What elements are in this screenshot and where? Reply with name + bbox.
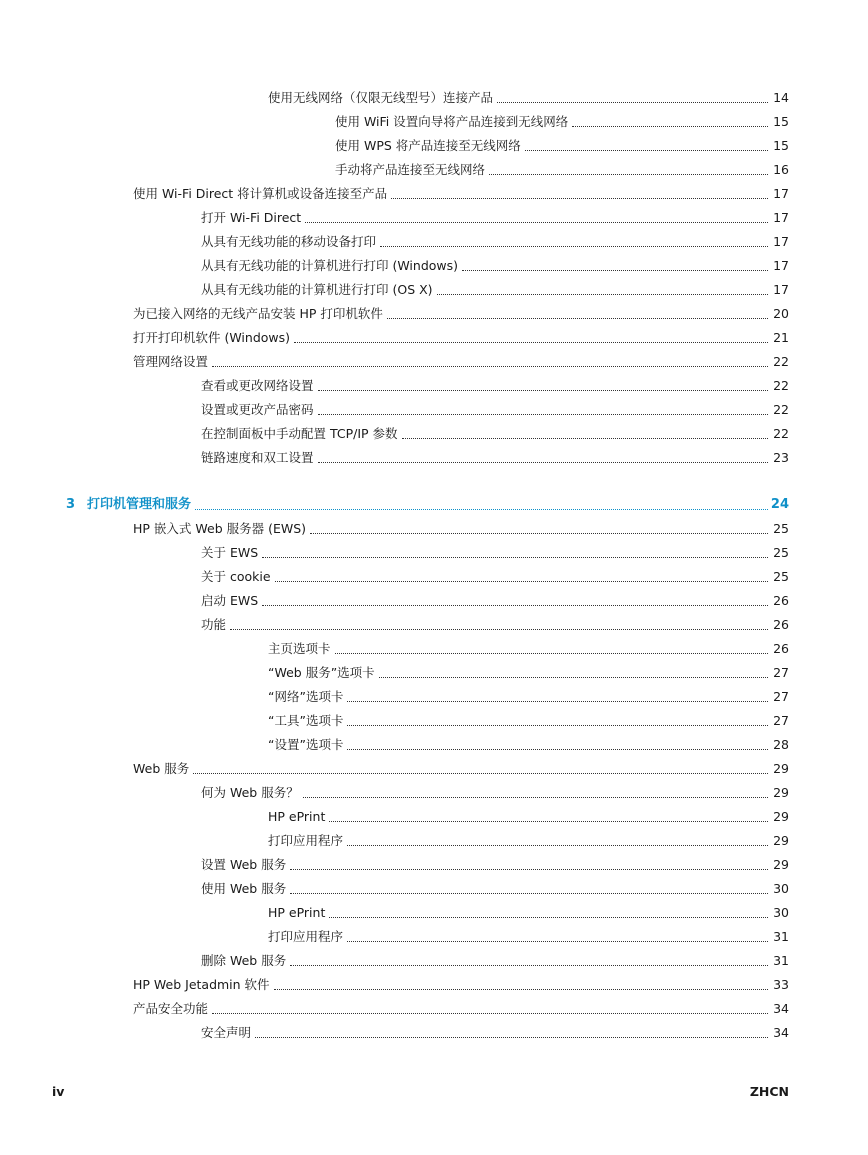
dot-leader bbox=[347, 749, 768, 750]
toc-entry[interactable] bbox=[268, 901, 789, 921]
toc-page-number: 17 bbox=[773, 210, 789, 225]
toc-page-number: 22 bbox=[773, 426, 789, 441]
toc-entry-title: 查看或更改网络设置 bbox=[201, 378, 314, 393]
toc-page-number: 22 bbox=[773, 378, 789, 393]
dot-leader bbox=[347, 941, 768, 942]
toc-page-number: 25 bbox=[773, 545, 789, 560]
toc-entry-title: Web 服务 bbox=[133, 761, 190, 776]
toc-entry-title: HP ePrint bbox=[268, 905, 326, 920]
toc-entry-title: 从具有无线功能的移动设备打印 bbox=[201, 234, 377, 249]
toc-page-number: 22 bbox=[773, 354, 789, 369]
toc-entry-title: 打开打印机软件 (Windows) bbox=[133, 330, 291, 345]
toc-entry-title: 打印应用程序 bbox=[268, 833, 344, 848]
dot-leader bbox=[437, 294, 768, 295]
toc-page-number: 17 bbox=[773, 234, 789, 249]
toc-entry[interactable] bbox=[201, 398, 789, 418]
toc-page-number: 27 bbox=[773, 713, 789, 728]
dot-leader bbox=[379, 677, 768, 678]
toc-entry[interactable] bbox=[201, 278, 789, 298]
dot-leader bbox=[347, 725, 768, 726]
toc-entry-title: 从具有无线功能的计算机进行打印 (Windows) bbox=[201, 258, 459, 273]
toc-entry-title: 链路速度和双工设置 bbox=[201, 450, 314, 465]
toc-page-number: 29 bbox=[773, 785, 789, 800]
toc-page-number: 26 bbox=[773, 617, 789, 632]
dot-leader bbox=[318, 462, 768, 463]
toc-page-number: 15 bbox=[773, 114, 789, 129]
toc-entry[interactable] bbox=[201, 230, 789, 250]
toc-entry-title: “Web 服务”选项卡 bbox=[268, 665, 375, 680]
toc-entry-title: 打印应用程序 bbox=[268, 929, 344, 944]
dot-leader bbox=[497, 102, 768, 103]
toc-page-number: 16 bbox=[773, 162, 789, 177]
dot-leader bbox=[255, 1037, 768, 1038]
toc-page-number: 17 bbox=[773, 282, 789, 297]
toc-entry-title: 为已接入网络的无线产品安装 HP 打印机软件 bbox=[133, 306, 383, 321]
dot-leader bbox=[318, 414, 768, 415]
dot-leader bbox=[525, 150, 768, 151]
toc-entry-title: 打印机管理和服务 bbox=[87, 497, 192, 512]
toc-entry[interactable] bbox=[201, 613, 789, 633]
dot-leader bbox=[572, 126, 768, 127]
toc-page-number: 27 bbox=[773, 665, 789, 680]
toc-entry[interactable] bbox=[201, 949, 789, 969]
dot-leader bbox=[290, 869, 768, 870]
toc-entry-title: 手动将产品连接至无线网络 bbox=[335, 162, 486, 177]
toc-entry[interactable] bbox=[268, 637, 789, 657]
toc-entry[interactable] bbox=[201, 541, 789, 561]
dot-leader bbox=[489, 174, 768, 175]
toc-entry[interactable] bbox=[133, 973, 789, 993]
toc-entry-title: 启动 EWS bbox=[201, 593, 259, 608]
toc-page-number: 31 bbox=[773, 953, 789, 968]
toc-page-number: 29 bbox=[773, 761, 789, 776]
toc-entry[interactable] bbox=[201, 781, 789, 801]
dot-leader bbox=[230, 629, 768, 630]
toc-entry-title: 关于 EWS bbox=[201, 545, 259, 560]
toc-entry-title: 使用无线网络（仅限无线型号）连接产品 bbox=[268, 90, 494, 105]
toc-page-number: 14 bbox=[773, 90, 789, 105]
dot-leader bbox=[462, 270, 768, 271]
toc-entry[interactable] bbox=[268, 685, 789, 705]
toc-entry[interactable] bbox=[268, 661, 789, 681]
toc-page-number: 25 bbox=[773, 569, 789, 584]
dot-leader bbox=[347, 845, 768, 846]
toc-entry-title: 从具有无线功能的计算机进行打印 (OS X) bbox=[201, 282, 433, 297]
toc-page-number: 28 bbox=[773, 737, 789, 752]
dot-leader bbox=[290, 965, 768, 966]
toc-entry-title: “设置”选项卡 bbox=[268, 737, 344, 752]
toc-entry-title: 打开 Wi-Fi Direct bbox=[201, 210, 302, 225]
toc-entry[interactable] bbox=[201, 565, 789, 585]
toc-page-number: 22 bbox=[773, 402, 789, 417]
toc-page-number: 15 bbox=[773, 138, 789, 153]
toc-entry[interactable] bbox=[201, 853, 789, 873]
toc-entry[interactable] bbox=[201, 206, 789, 226]
toc-page-number: 31 bbox=[773, 929, 789, 944]
toc-entry[interactable] bbox=[201, 374, 789, 394]
toc-entry[interactable] bbox=[201, 589, 789, 609]
dot-leader bbox=[262, 557, 768, 558]
chapter-number: 3 bbox=[66, 497, 76, 512]
toc-page-number: 30 bbox=[773, 881, 789, 896]
toc-page-number: 33 bbox=[773, 977, 789, 992]
toc-entry-title: 功能 bbox=[201, 617, 227, 632]
toc-entry-title: HP Web Jetadmin 软件 bbox=[133, 977, 270, 992]
toc-entry-title: 管理网络设置 bbox=[133, 354, 209, 369]
toc-entry[interactable] bbox=[268, 805, 789, 825]
toc-page-number: 29 bbox=[773, 857, 789, 872]
dot-leader bbox=[329, 821, 768, 822]
toc-entry-title: 删除 Web 服务 bbox=[201, 953, 287, 968]
toc-entry[interactable] bbox=[133, 997, 789, 1017]
toc-entry-title: 使用 Wi-Fi Direct 将计算机或设备连接至产品 bbox=[133, 186, 388, 201]
dot-leader bbox=[262, 605, 768, 606]
toc-entry[interactable] bbox=[133, 182, 789, 202]
dot-leader bbox=[310, 533, 768, 534]
toc-page-number: 17 bbox=[773, 258, 789, 273]
toc-entry[interactable] bbox=[268, 86, 789, 106]
toc-entry[interactable] bbox=[201, 1021, 789, 1041]
toc-page-number: 30 bbox=[773, 905, 789, 920]
toc-page-number: 20 bbox=[773, 306, 789, 321]
toc-entry[interactable] bbox=[133, 326, 789, 346]
toc-page-number: 27 bbox=[773, 689, 789, 704]
toc-entry-title: 何为 Web 服务？ bbox=[201, 785, 299, 800]
dot-leader bbox=[380, 246, 768, 247]
toc-page-number: 26 bbox=[773, 641, 789, 656]
toc-entry[interactable] bbox=[268, 733, 789, 753]
toc-page-number: 25 bbox=[773, 521, 789, 536]
toc-entry-title: 主页选项卡 bbox=[268, 641, 331, 656]
toc-entry-title: 设置或更改产品密码 bbox=[201, 402, 314, 417]
toc-entry[interactable] bbox=[133, 517, 789, 537]
dot-leader bbox=[387, 318, 768, 319]
toc-entry-title: 使用 Web 服务 bbox=[201, 881, 287, 896]
toc-entry[interactable] bbox=[268, 709, 789, 729]
toc-entry-title: “网络”选项卡 bbox=[268, 689, 344, 704]
toc-entry-title: HP 嵌入式 Web 服务器 (EWS) bbox=[133, 521, 307, 536]
dot-leader bbox=[329, 917, 768, 918]
toc-entry-title: 关于 cookie bbox=[201, 569, 271, 584]
toc-entry[interactable] bbox=[133, 757, 789, 777]
dot-leader bbox=[294, 342, 768, 343]
toc-entry[interactable] bbox=[133, 350, 789, 370]
toc-entry-title: 使用 WPS 将产品连接至无线网络 bbox=[335, 138, 521, 153]
dot-leader bbox=[212, 366, 768, 367]
toc-entry-title: 产品安全功能 bbox=[133, 1001, 209, 1016]
page-number: iv bbox=[52, 1084, 65, 1099]
toc-entry-title: 在控制面板中手动配置 TCP/IP 参数 bbox=[201, 426, 398, 441]
toc-entry[interactable] bbox=[201, 446, 789, 466]
toc-entry-title: 使用 WiFi 设置向导将产品连接到无线网络 bbox=[335, 114, 569, 129]
toc-entry[interactable] bbox=[268, 925, 789, 945]
language-code: ZHCN bbox=[749, 1084, 789, 1099]
toc-entry[interactable] bbox=[133, 302, 789, 322]
toc-page-number: 29 bbox=[773, 833, 789, 848]
dot-leader bbox=[193, 773, 768, 774]
toc-page-number: 21 bbox=[773, 330, 789, 345]
toc-entry[interactable] bbox=[201, 877, 789, 897]
toc-page-number: 34 bbox=[773, 1025, 789, 1040]
toc-page-number: 24 bbox=[770, 497, 789, 512]
dot-leader bbox=[347, 701, 768, 702]
toc-entry[interactable] bbox=[201, 422, 789, 442]
toc-entry-title: “工具”选项卡 bbox=[268, 713, 344, 728]
dot-leader bbox=[402, 438, 768, 439]
toc-entry[interactable] bbox=[335, 158, 789, 178]
toc-page-number: 34 bbox=[773, 1001, 789, 1016]
dot-leader bbox=[391, 198, 768, 199]
dot-leader bbox=[275, 581, 768, 582]
dot-leader bbox=[195, 509, 768, 510]
toc-page-number: 23 bbox=[773, 450, 789, 465]
toc-entry-title: 安全声明 bbox=[201, 1025, 252, 1040]
toc-entry-title: 设置 Web 服务 bbox=[201, 857, 287, 872]
toc-entry[interactable] bbox=[201, 254, 789, 274]
toc-chapter-entry[interactable] bbox=[66, 493, 789, 513]
toc-page-number: 29 bbox=[773, 809, 789, 824]
toc-entry-title: HP ePrint bbox=[268, 809, 326, 824]
toc-entry[interactable] bbox=[268, 829, 789, 849]
dot-leader bbox=[212, 1013, 768, 1014]
dot-leader bbox=[318, 390, 768, 391]
dot-leader bbox=[274, 989, 768, 990]
toc-page-number: 26 bbox=[773, 593, 789, 608]
toc-page-number: 17 bbox=[773, 186, 789, 201]
dot-leader bbox=[305, 222, 768, 223]
toc-entry[interactable] bbox=[335, 134, 789, 154]
toc-entry[interactable] bbox=[335, 110, 789, 130]
dot-leader bbox=[335, 653, 768, 654]
dot-leader bbox=[303, 797, 768, 798]
dot-leader bbox=[290, 893, 768, 894]
